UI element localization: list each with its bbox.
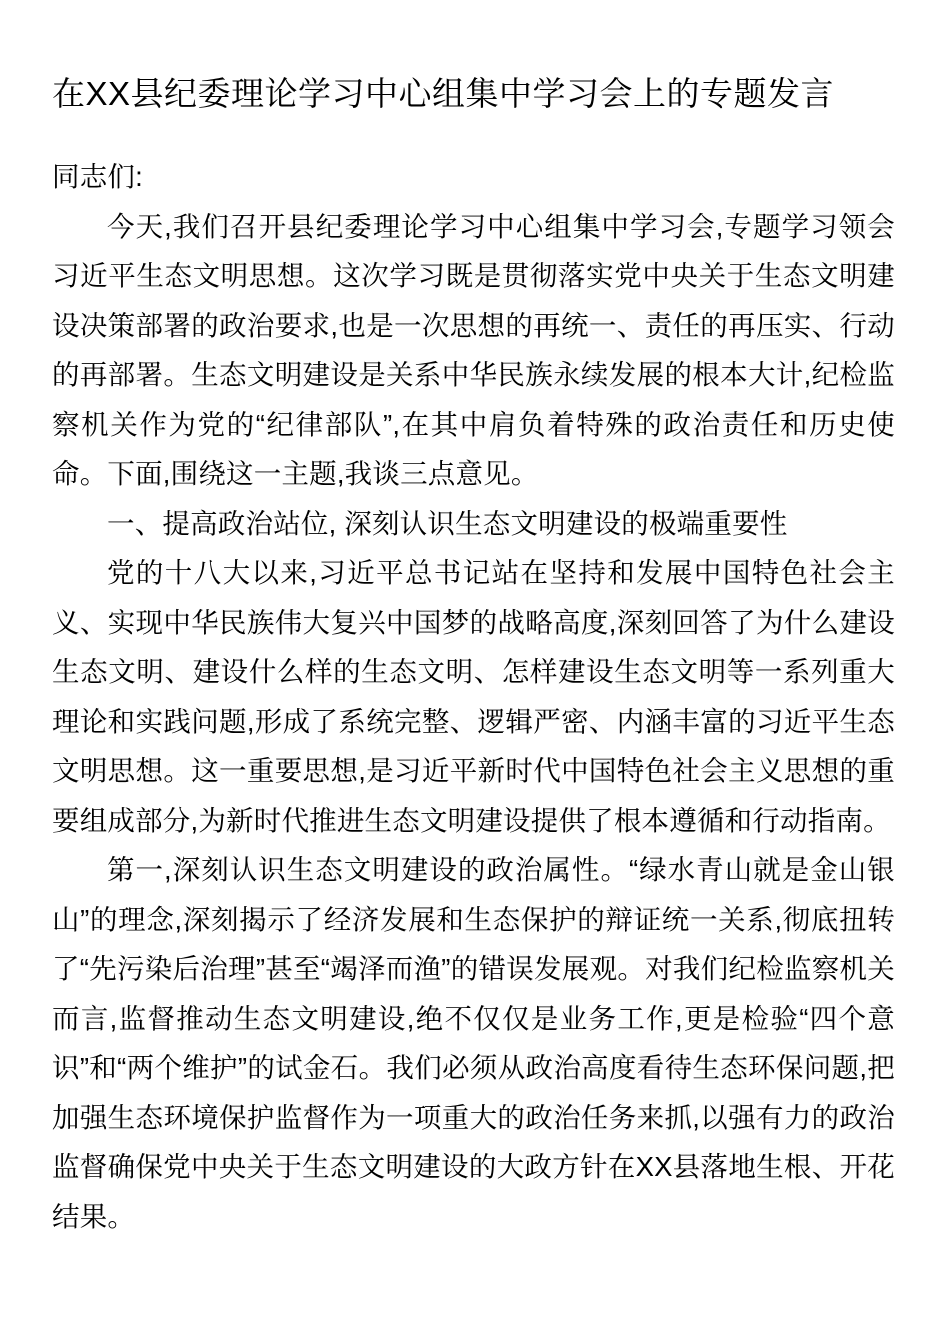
paragraph-intro: 今天,我们召开县纪委理论学习中心组集中学习会,专题学习领会习近平生态文明思想。这次学习既是贯彻落实党中央关于生态文明建设决策部署的政治要求,也是一次思想的再统一、责任的再压实、行动的再部署。生态文明建设是关系中华民族永续发展的根本大计,纪检监察机关作为党的“纪律部队”,在其中肩负着特殊的政治责任和历史使命。下面,围绕这一主题,我谈三点意见。 <box>52 210 895 489</box>
paragraph-point-one: 第一,深刻认识生态文明建设的政治属性。“绿水青山就是金山银山”的理念,深刻揭示了经济发展和生态保护的辩证统一关系,彻底扭转了“先污染后治理”甚至“竭泽而渔”的错误发展观。对我们纪检监察机关而言,监督推动生态文明建设,绝不仅仅是业务工作,更是检验“四个意识”和“两个维护”的试金石。我们必须从政治高度看待生态环保问题,把加强生态环境保护监督作为一项重大的政治任务来抓,以强有力的政治监督确保党中央关于生态文明建设的大政方针在XX县落地生根、开花结果。 <box>52 854 895 1232</box>
salutation-line: 同志们: <box>52 161 143 192</box>
section-heading-one: 一、提高政治站位, 深刻认识生态文明建设的极端重要性 <box>107 507 788 539</box>
paragraph-section-one-body: 党的十八大以来,习近平总书记站在坚持和发展中国特色社会主义、实现中华民族伟大复兴中国梦的战略高度,深刻回答了为什么建设生态文明、建设什么样的生态文明、怎样建设生态文明等一系列重大理论和实践问题,形成了系统完整、逻辑严密、内涵丰富的习近平生态文明思想。这一重要思想,是习近平新时代中国特色社会主义思想的重要组成部分,为新时代推进生态文明建设提供了根本遵循和行动指南。 <box>52 557 895 836</box>
document-title: 在XX县纪委理论学习中心组集中学习会上的专题发言 <box>52 75 835 112</box>
document-body <box>0 152 950 1241</box>
